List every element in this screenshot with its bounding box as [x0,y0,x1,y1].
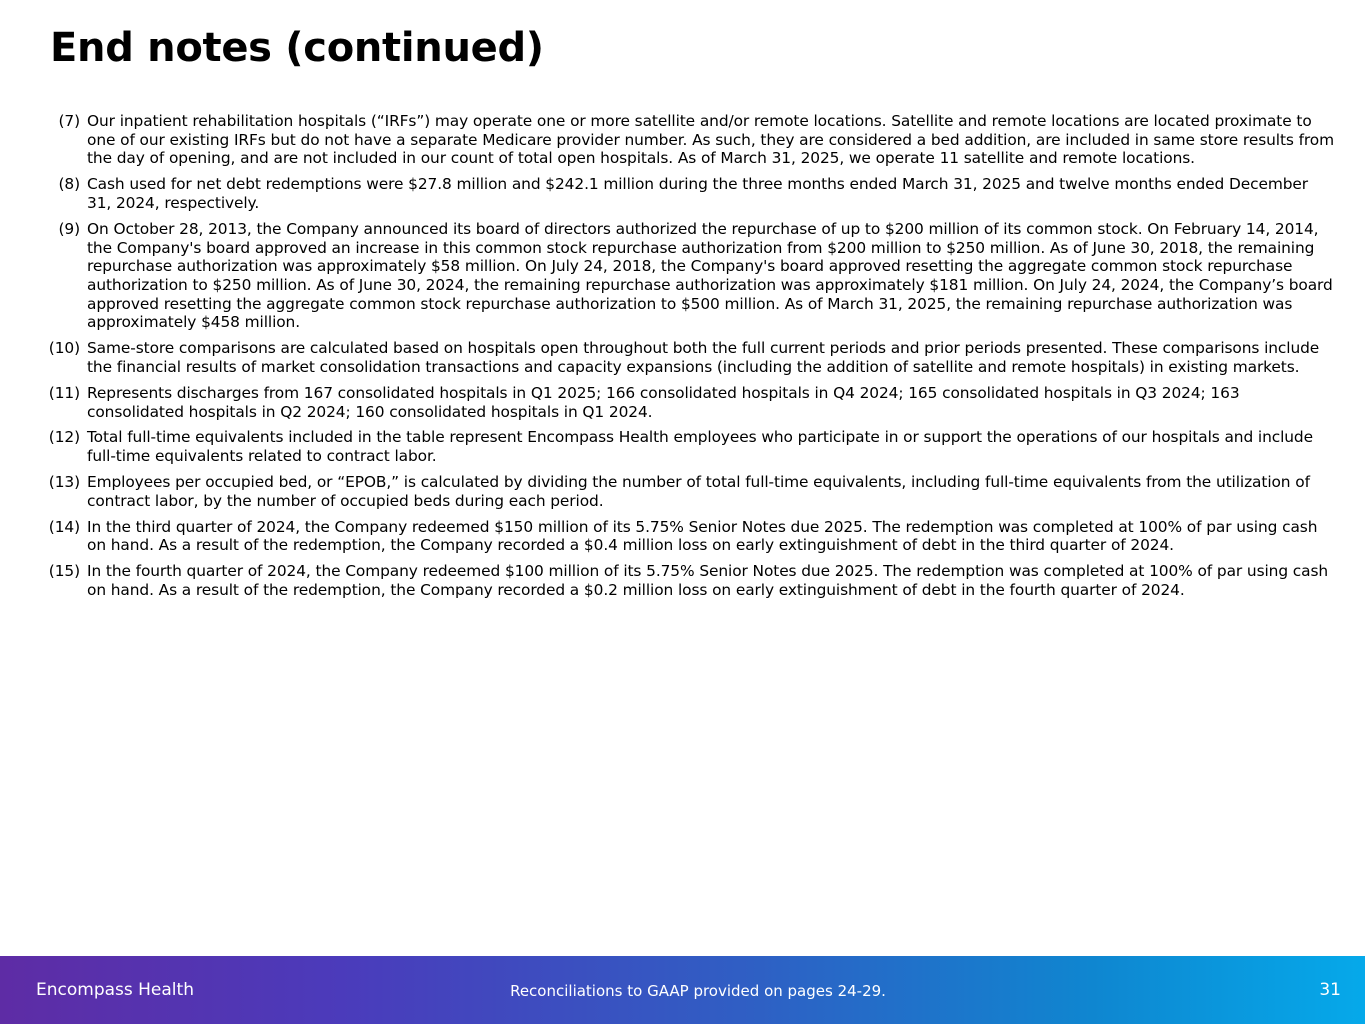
endnote-text: In the third quarter of 2024, the Company redeemed $150 million of its 5.75% Senior Notes due 2025. The redemption was completed at 100% of par using cash on hand. As a result of the redemption, the Company recorded a $0.4 million loss on early extinguishment of debt in the third quarter of 2024. [87,517,1318,555]
endnote-number: (8) [58,175,80,194]
endnote-number: (14) [48,517,80,536]
endnote-number: (10) [48,339,80,358]
endnote-text: Employees per occupied bed, or “EPOB,” is calculated by dividing the number of total full-time equivalents, including full-time equivalents from the utilization of contract labor, by the number of occupied beds during each period. [87,473,1310,510]
endnote-7 [44,112,1334,168]
endnote-10 [44,339,1334,376]
endnote-text: Same-store comparisons are calculated based on hospitals open throughout both the full current periods and prior periods presented. These comparisons include the financial results of market consolidation transactions and capacity expansions (including the addition of satellite and remote hospitals) in existing markets. [87,339,1320,376]
endnote-11 [44,384,1334,421]
endnote-15 [44,562,1334,599]
footer-reconciliation-note: Reconciliations to GAAP provided on pages 24-29. [510,982,886,1000]
endnotes-list [44,112,1334,607]
endnote-number: (11) [48,383,80,402]
endnote-number: (13) [48,473,80,492]
endnote-13 [44,473,1334,510]
endnote-8 [44,175,1334,212]
endnote-12 [44,428,1334,465]
endnote-number: (9) [58,219,80,238]
page-title: End notes (continued) [50,25,544,71]
endnote-number: (12) [48,428,80,447]
endnote-text: On October 28, 2013, the Company announced its board of directors authorized the repurchase of up to $200 million of its common stock. On February 14, 2014, the Company's board approved an increase in this common stock repurchase authorization from $200 million to $250 million. As of June 30, 2018, the remaining repurchase authorization was approximately $58 million. On July 24, 2018, the Company's board approved resetting the aggregate common stock repurchase authorization to $250 million. As of June 30, 2024, the remaining repurchase authorization was approximately $181 million. On July 24, 2024, the Company’s board approved resetting the aggregate common stock repurchase authorization to $500 million. As of March 31, 2025, the remaining repurchase authorization was approximately $458 million. [87,219,1333,332]
endnote-14 [44,518,1334,555]
page-number: 31 [1319,980,1341,1000]
endnote-text: Represents discharges from 167 consolidated hospitals in Q1 2025; 166 consolidated hospitals in Q4 2024; 165 consolidated hospitals in Q3 2024; 163 consolidated hospitals in Q2 2024; 160 consolidated hospitals in Q1 2024. [87,383,1240,421]
endnote-text: Total full-time equivalents included in the table represent Encompass Health employees who participate in or support the operations of our hospitals and include full-time equivalents related to contract labor. [87,428,1313,466]
footer-brand-name: Encompass Health [36,980,194,1000]
endnote-text: Cash used for net debt redemptions were $27.8 million and $242.1 million during the three months ended March 31, 2025 and twelve months ended December 31, 2024, respectively. [87,175,1309,212]
endnote-9 [44,220,1334,332]
endnote-number: (7) [58,112,80,130]
footer-bar [0,956,1365,1024]
endnote-text: Our inpatient rehabilitation hospitals (“IRFs”) may operate one or more satellite and/or remote locations. Satellite and remote locations are located proximate to one of our existing IRFs but do not have a separate Medicare provider number. As such, they are considered a bed addition, are included in same store results from the day of opening, and are not included in our count of total open hospitals. As of March 31, 2025, we operate 11 satellite and remote locations. [87,112,1335,168]
endnote-number: (15) [48,562,80,581]
endnote-text: In the fourth quarter of 2024, the Company redeemed $100 million of its 5.75% Senior Notes due 2025. The redemption was completed at 100% of par using cash on hand. As a result of the redemption, the Company recorded a $0.2 million loss on early extinguishment of debt in the fourth quarter of 2024. [87,562,1329,599]
